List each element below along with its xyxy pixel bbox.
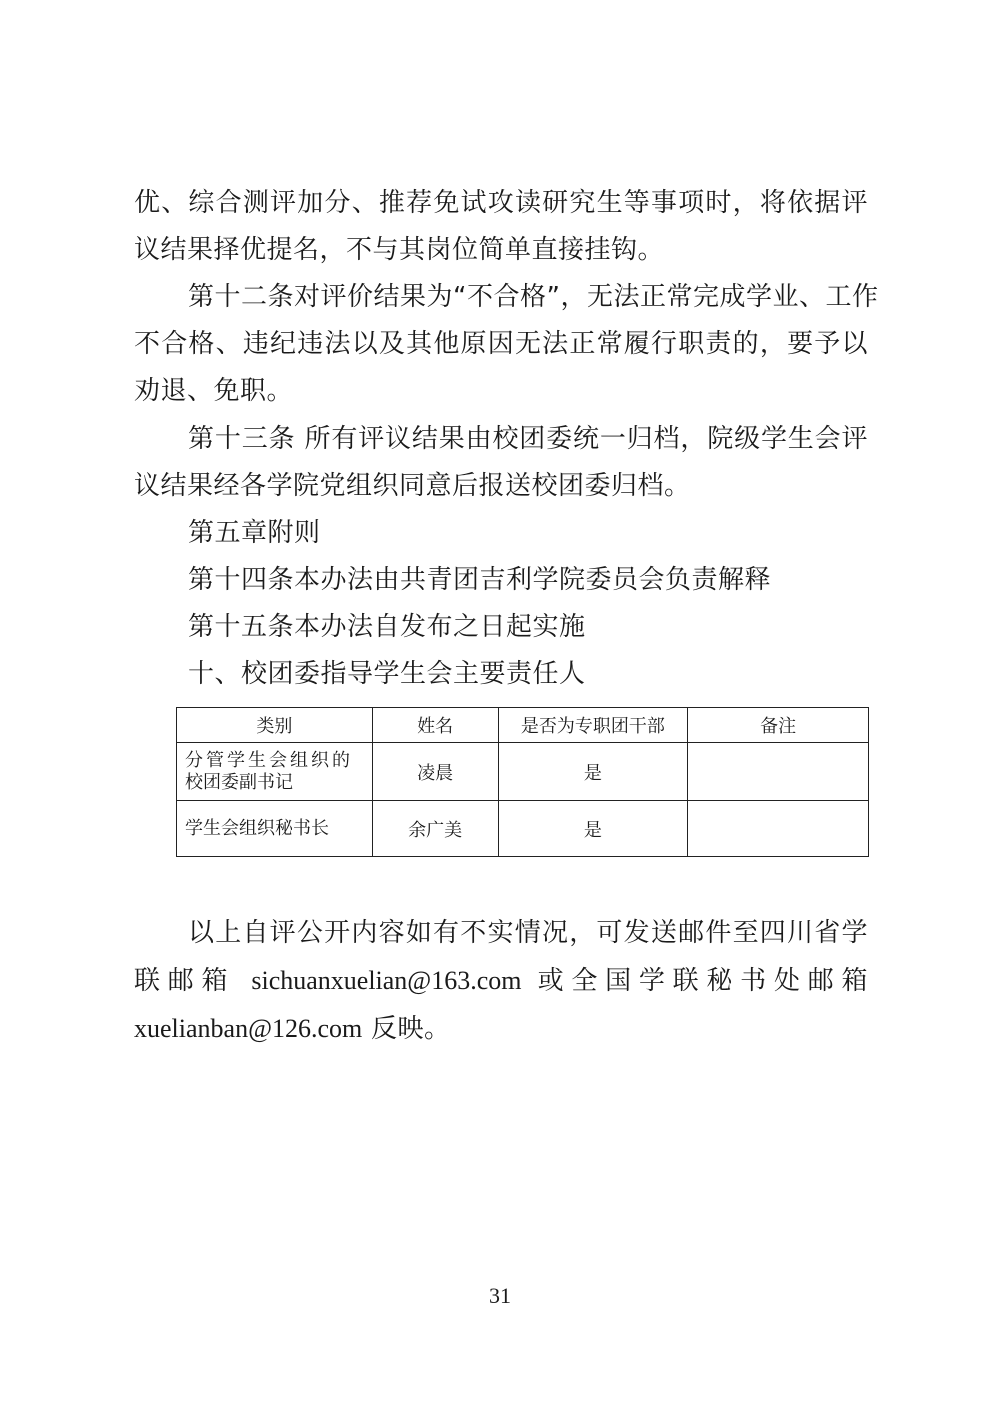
category-line: 校团委副书记 (185, 771, 293, 793)
text-line: 不合格、违纪违法以及其他原因无法正常履行职责的，要予以 (134, 329, 868, 359)
header-name: 姓名 (372, 708, 498, 743)
paragraph-article-12 (134, 274, 879, 415)
article-14-text: 第十四条本办法由共青团吉利学院委员会负责解释 (188, 565, 772, 595)
name-cell: 凌晨 (372, 743, 498, 801)
email-sichuan[interactable]: sichuanxuelian@163.com (251, 966, 522, 995)
text-line: 优、综合测评加分、推荐免试攻读研究生等事项时，将依据评 (134, 188, 868, 218)
text-line: 议结果择优提名，不与其岗位简单直接挂钩。 (134, 235, 665, 265)
table-row (177, 743, 869, 801)
text-line (134, 1005, 868, 1053)
page-number: 31 (489, 1283, 511, 1308)
paragraph-evaluation-use (134, 180, 868, 274)
paragraph-article-13 (134, 416, 868, 510)
header-note: 备注 (688, 708, 869, 743)
table-header-row (177, 708, 869, 743)
name-cell: 余广美 (372, 801, 498, 857)
chapter-5-heading: 第五章附则 (188, 518, 321, 548)
table-row (177, 801, 869, 857)
fulltime-cell: 是 (498, 743, 688, 801)
text-fragment: 联邮箱 (134, 966, 236, 996)
text-fragment: 或全国学联秘书处邮箱 (537, 966, 868, 996)
text-line: 议结果经各学院党组织同意后报送校团委归档。 (134, 471, 691, 501)
text-line: 第十三条 所有评议结果由校团委统一归档，院级学生会评 (188, 424, 868, 454)
responsible-persons-table (176, 707, 869, 857)
fulltime-cell: 是 (498, 801, 688, 857)
article-15-text: 第十五条本办法自发布之日起实施 (188, 612, 586, 642)
email-national[interactable]: xuelianban@126.com (134, 1014, 363, 1043)
text-fragment: 反映。 (371, 1014, 451, 1044)
text-line: 劝退、免职。 (134, 376, 294, 406)
text-line (134, 957, 868, 1005)
category-cell: 学生会组织秘书长 (177, 801, 373, 857)
category-cell (177, 743, 373, 801)
header-category: 类别 (177, 708, 373, 743)
header-fulltime: 是否为专职团干部 (498, 708, 688, 743)
section-10-heading: 十、校团委指导学生会主要责任人 (188, 659, 586, 689)
paragraph-closing-note (134, 910, 868, 1053)
text-line: 第十二条对评价结果为“不合格”，无法正常完成学业、工作 (188, 282, 879, 312)
text-line: 以上自评公开内容如有不实情况，可发送邮件至四川省学 (188, 918, 868, 948)
category-line: 分管学生会组织的 (185, 749, 353, 771)
note-cell (688, 743, 869, 801)
note-cell (688, 801, 869, 857)
